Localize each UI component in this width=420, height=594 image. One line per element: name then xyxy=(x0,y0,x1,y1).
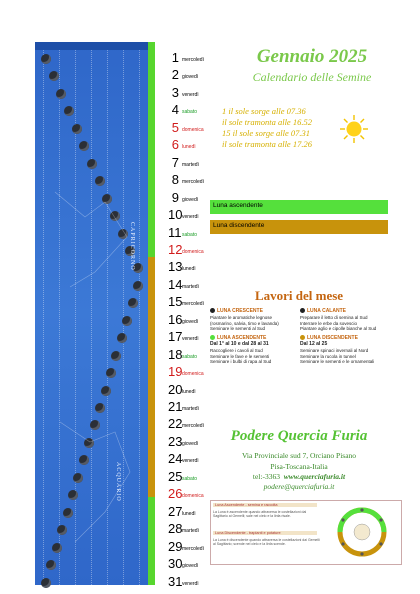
day-row xyxy=(168,571,238,588)
stripe-descending xyxy=(148,257,155,497)
day-row xyxy=(168,169,238,186)
moon-waning-icon xyxy=(300,308,305,313)
day-weekday: mercoledì xyxy=(182,545,204,552)
moon-ascending-icon xyxy=(210,335,215,340)
day-weekday: venerdì xyxy=(182,458,199,465)
sun-icon xyxy=(340,115,368,143)
day-number: 3 xyxy=(171,84,179,100)
day-number: 9 xyxy=(171,189,179,205)
day-number: 19 xyxy=(168,364,183,380)
day-number: 22 xyxy=(168,416,183,432)
day-number: 8 xyxy=(171,172,179,188)
constellation-lines xyxy=(35,42,148,585)
day-number: 24 xyxy=(168,451,183,467)
farm-email-row xyxy=(210,482,388,491)
day-number: 1 xyxy=(171,50,179,65)
day-number: 15 xyxy=(168,294,183,310)
day-number: 28 xyxy=(168,521,183,537)
day-weekday: martedì xyxy=(182,528,199,535)
day-weekday: venerdì xyxy=(182,91,199,98)
calante-item: Piantare aglio e cipolle bianche al Sud xyxy=(300,326,377,332)
ascendente-item: Raccogliere i cavoli al Sud xyxy=(210,347,263,353)
day-number: 16 xyxy=(168,311,183,327)
day-weekday: lunedì xyxy=(182,266,196,273)
sun-line-2: il sole tramonta alle 16.52 xyxy=(222,117,312,127)
day-weekday: giovedì xyxy=(182,563,199,570)
day-number: 11 xyxy=(168,224,182,240)
info-text-ascending: La Luna è ascendente quando attraversa le costellazioni dal Sagittario ai Gemelli; sale nel cielo e la linfa risale. xyxy=(213,510,307,519)
calante-item: Interrare le erbe da sovescio xyxy=(300,320,358,326)
ascendente-item: Seminare i bulbi di rapa al Sud xyxy=(210,359,272,365)
day-weekday: mercoledì xyxy=(182,301,204,308)
day-row xyxy=(168,379,238,396)
day-number: 17 xyxy=(168,329,183,345)
ascendente-dates: Dal 1° al 10 e dal 28 al 31 xyxy=(210,340,269,347)
moon-sky-strip xyxy=(35,42,148,585)
day-weekday: giovedì xyxy=(182,196,199,203)
moon-descending-icon xyxy=(300,335,305,340)
day-weekday: martedì xyxy=(182,406,199,412)
stripe-ascending-2 xyxy=(148,497,155,585)
ascendente-heading: LUNA ASCENDENTE xyxy=(210,335,298,342)
day-weekday: giovedì xyxy=(182,318,199,325)
crescente-item: Seminare le sementi al Sud xyxy=(210,326,266,332)
day-row xyxy=(168,396,238,413)
day-number: 12 xyxy=(168,241,183,257)
day-weekday: domenica xyxy=(182,493,204,500)
day-number: 25 xyxy=(168,468,183,484)
day-weekday: mercoledì xyxy=(182,179,204,186)
day-weekday: venerdì xyxy=(182,214,199,221)
day-weekday: domenica xyxy=(182,126,204,133)
lavori-left-column xyxy=(210,308,298,365)
day-weekday: sabato xyxy=(182,475,198,482)
discendente-item: Seminare le sementi e le ornamentali xyxy=(300,359,375,365)
day-weekday: lunedì xyxy=(182,510,196,517)
day-weekday: mercoledì xyxy=(182,57,204,63)
info-head-ascending: Luna Ascendente - semina e raccolta xyxy=(213,503,317,507)
legend-descending-label: Luna discendente xyxy=(213,222,265,229)
day-number: 31 xyxy=(168,573,183,589)
day-row xyxy=(168,256,238,273)
farm-email-link[interactable]: podere@querciafuria.it xyxy=(263,482,335,491)
day-weekday: sabato xyxy=(182,109,198,116)
day-weekday: venerdì xyxy=(182,336,199,343)
day-number: 7 xyxy=(171,154,179,170)
day-weekday: martedì xyxy=(182,161,199,168)
day-weekday: lunedì xyxy=(182,388,196,395)
farm-website-link[interactable]: www.querciafuria.it xyxy=(283,472,346,481)
day-weekday: martedì xyxy=(182,283,199,290)
discendente-dates: Dal 12 al 25 xyxy=(300,340,328,347)
crescente-item: (rosmarino, salvia, timo e lavanda) xyxy=(210,320,279,326)
day-number: 13 xyxy=(168,259,183,275)
moon-info-box xyxy=(210,500,402,565)
day-number: 27 xyxy=(168,503,183,519)
calante-heading: LUNA CALANTE xyxy=(300,308,388,315)
lavori-right-column xyxy=(300,308,388,365)
month-title: Gennaio 2025 xyxy=(256,46,368,67)
day-number: 29 xyxy=(168,538,183,554)
sun-line-4: il sole tramonta alle 17.26 xyxy=(222,139,312,149)
day-weekday: sabato xyxy=(182,353,198,360)
farm-contacts xyxy=(210,472,388,481)
constellation-acquario: ACQUARIO xyxy=(115,462,121,502)
day-number: 14 xyxy=(168,276,183,292)
day-number: 5 xyxy=(171,119,179,135)
day-weekday: domenica xyxy=(182,248,204,255)
lavori-title: Lavori del mese xyxy=(254,288,344,303)
day-weekday: giovedì xyxy=(182,74,199,81)
discendente-heading: LUNA DISCENDENTE xyxy=(300,335,388,342)
farm-phone: tel:-3363 xyxy=(252,472,280,481)
day-number: 30 xyxy=(168,556,183,572)
day-number: 26 xyxy=(168,486,183,502)
legend-ascending xyxy=(210,200,388,214)
farm-address: Via Provinciale sud 7, Orciano Pisano xyxy=(241,451,357,460)
day-weekday: sabato xyxy=(182,231,198,238)
ascendente-item: Seminare le fave e le sementi xyxy=(210,353,270,359)
day-row xyxy=(168,152,238,169)
discendente-item: Seminare la rucola in tunnel xyxy=(300,353,356,359)
day-number: 6 xyxy=(171,137,179,153)
stripe-ascending-1 xyxy=(148,42,155,257)
info-head-descending: Luna Discendente - trapianti e potature xyxy=(213,531,317,535)
day-weekday: venerdì xyxy=(182,580,199,587)
sun-line-1: 1 il sole sorge alle 07.36 xyxy=(222,106,306,116)
farm-name: Podere Quercia Furia xyxy=(230,428,368,444)
sun-line-3: 15 il sole sorge alle 07.31 xyxy=(222,128,310,138)
crescente-heading: LUNA CRESCENTE xyxy=(210,308,298,315)
calante-item: Preparare il letto di semina al Sud xyxy=(300,314,368,320)
day-weekday: mercoledì xyxy=(182,423,204,430)
day-weekday: domenica xyxy=(182,371,204,378)
day-number: 18 xyxy=(168,346,183,362)
day-number: 20 xyxy=(168,381,183,397)
day-weekday: giovedì xyxy=(182,440,199,447)
day-number: 10 xyxy=(168,207,183,223)
calendar-subtitle: Calendario delle Semine xyxy=(252,70,372,84)
moon-crescent-icon xyxy=(210,308,215,313)
zodiac-wheel-icon xyxy=(329,506,395,558)
legend-descending xyxy=(210,220,388,234)
crescente-item: Piantare le aromatiche legnose xyxy=(210,314,273,320)
farm-city: Pisa-Toscana-Italia xyxy=(270,462,328,471)
constellation-capricorno: CAPRICORNO xyxy=(129,222,135,271)
day-number: 21 xyxy=(168,399,183,414)
day-weekday: lunedì xyxy=(182,144,196,151)
info-text-descending: La Luna è discendente quando attraversa le costellazioni dai Gemelli al Sagittario; scende nel cielo e la linfa scende. xyxy=(213,538,320,547)
day-number: 4 xyxy=(171,102,179,118)
day-number: 2 xyxy=(171,67,179,83)
discendente-item: Seminare spinaci invernali al Nord xyxy=(300,347,369,353)
legend-ascending-label: Luna ascendente xyxy=(213,202,263,209)
day-row xyxy=(168,239,238,256)
day-number: 23 xyxy=(168,433,183,449)
